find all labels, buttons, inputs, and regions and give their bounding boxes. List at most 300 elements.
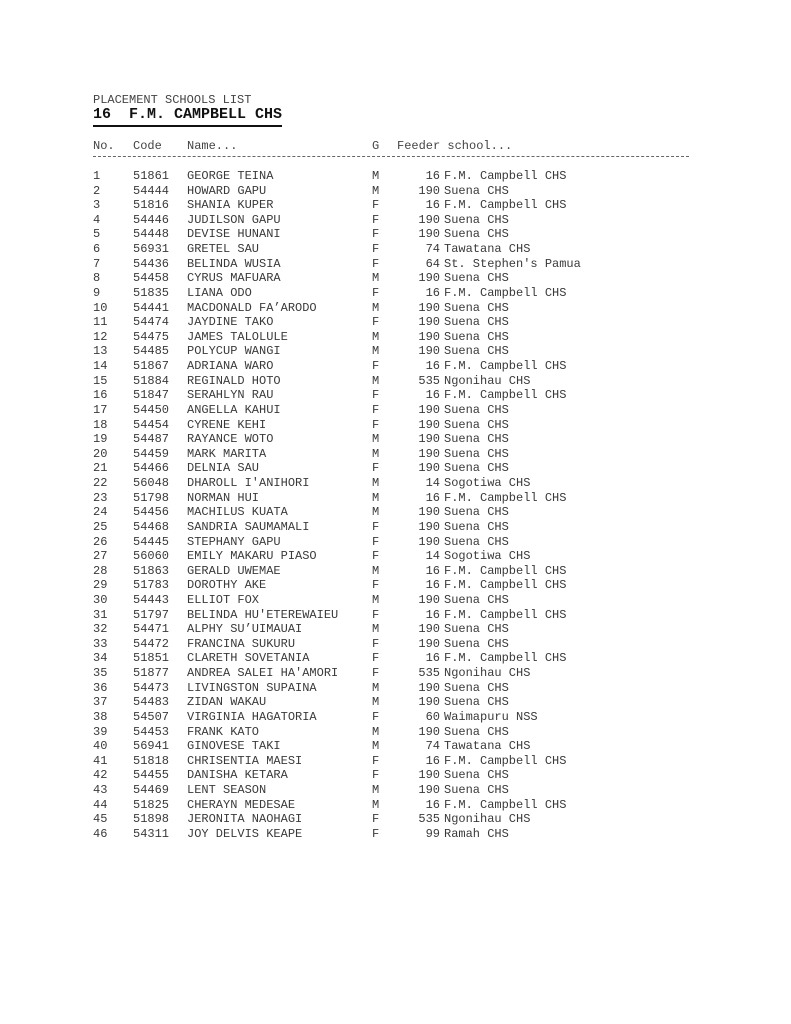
header-code: Code bbox=[133, 139, 162, 153]
row-code: 54441 bbox=[133, 300, 170, 315]
row-feeder-name: Suena CHS bbox=[444, 680, 509, 695]
row-gender: M bbox=[372, 783, 380, 798]
header-gender: G bbox=[372, 139, 380, 153]
row-no: 17 bbox=[93, 402, 108, 417]
row-code: 54443 bbox=[133, 592, 170, 607]
row-feeder-name: Tawatana CHS bbox=[444, 242, 531, 257]
row-code: 51798 bbox=[133, 490, 170, 505]
row-gender: M bbox=[372, 739, 380, 754]
row-gender: M bbox=[372, 476, 380, 491]
row-no: 2 bbox=[93, 183, 101, 198]
table-row bbox=[0, 535, 791, 550]
row-code: 54445 bbox=[133, 534, 170, 549]
table-row bbox=[0, 403, 791, 418]
row-feeder-code: 99 bbox=[425, 826, 440, 841]
row-name: JERONITA NAOHAGI bbox=[187, 812, 303, 827]
table-row bbox=[0, 491, 791, 506]
row-code: 54450 bbox=[133, 402, 170, 417]
table-row bbox=[0, 374, 791, 389]
table-row bbox=[0, 388, 791, 403]
row-feeder-code: 190 bbox=[418, 432, 440, 447]
table-row bbox=[0, 257, 791, 272]
table-row bbox=[0, 169, 791, 184]
table-row bbox=[0, 798, 791, 813]
row-name: EMILY MAKARU PIASO bbox=[187, 549, 317, 564]
row-code: 54475 bbox=[133, 329, 170, 344]
row-name: DELNIA SAU bbox=[187, 461, 260, 476]
row-gender: F bbox=[372, 315, 380, 330]
row-gender: F bbox=[372, 666, 380, 681]
table-row bbox=[0, 768, 791, 783]
row-code: 51851 bbox=[133, 651, 170, 666]
table-row bbox=[0, 315, 791, 330]
document-subtitle: PLACEMENT SCHOOLS LIST bbox=[93, 93, 252, 107]
row-feeder-code: 16 bbox=[425, 490, 440, 505]
row-no: 28 bbox=[93, 563, 108, 578]
row-code: 56060 bbox=[133, 549, 170, 564]
row-name: DHAROLL I'ANIHORI bbox=[187, 476, 310, 491]
table-row bbox=[0, 271, 791, 286]
row-feeder-code: 190 bbox=[418, 300, 440, 315]
row-gender: F bbox=[372, 212, 380, 227]
row-gender: F bbox=[372, 285, 380, 300]
row-feeder-code: 190 bbox=[418, 446, 440, 461]
row-name: RAYANCE WOTO bbox=[187, 432, 274, 447]
page-title: 16 F.M. CAMPBELL CHS bbox=[93, 106, 282, 127]
row-feeder-code: 16 bbox=[425, 285, 440, 300]
row-code: 54455 bbox=[133, 768, 170, 783]
row-code: 51847 bbox=[133, 388, 170, 403]
table-row bbox=[0, 593, 791, 608]
row-no: 1 bbox=[93, 169, 101, 183]
row-gender: M bbox=[372, 505, 380, 520]
row-no: 21 bbox=[93, 461, 108, 476]
row-feeder-name: Ngonihau CHS bbox=[444, 812, 531, 827]
row-code: 54456 bbox=[133, 505, 170, 520]
row-code: 54471 bbox=[133, 622, 170, 637]
table-row bbox=[0, 827, 791, 842]
row-feeder-name: Sogotiwa CHS bbox=[444, 549, 531, 564]
row-gender: M bbox=[372, 622, 380, 637]
row-code: 51898 bbox=[133, 812, 170, 827]
table-header bbox=[0, 139, 791, 154]
row-name: HOWARD GAPU bbox=[187, 183, 267, 198]
header-name: Name... bbox=[187, 139, 238, 153]
table-row bbox=[0, 227, 791, 242]
row-no: 43 bbox=[93, 783, 108, 798]
row-no: 20 bbox=[93, 446, 108, 461]
table-row bbox=[0, 754, 791, 769]
row-feeder-name: Suena CHS bbox=[444, 329, 509, 344]
row-gender: F bbox=[372, 417, 380, 432]
row-no: 36 bbox=[93, 680, 108, 695]
row-feeder-name: Suena CHS bbox=[444, 592, 509, 607]
table-row bbox=[0, 359, 791, 374]
row-code: 54459 bbox=[133, 446, 170, 461]
row-name: ADRIANA WARO bbox=[187, 359, 274, 374]
table-row bbox=[0, 666, 791, 681]
row-feeder-code: 16 bbox=[425, 169, 440, 183]
row-name: SANDRIA SAUMAMALI bbox=[187, 519, 310, 534]
row-feeder-code: 535 bbox=[418, 373, 440, 388]
row-feeder-name: Waimapuru NSS bbox=[444, 709, 538, 724]
row-feeder-name: F.M. Campbell CHS bbox=[444, 797, 567, 812]
row-name: REGINALD HOTO bbox=[187, 373, 281, 388]
row-feeder-code: 190 bbox=[418, 724, 440, 739]
row-code: 54473 bbox=[133, 680, 170, 695]
row-no: 4 bbox=[93, 212, 101, 227]
row-no: 9 bbox=[93, 285, 101, 300]
row-gender: F bbox=[372, 359, 380, 374]
row-code: 51884 bbox=[133, 373, 170, 388]
table-row bbox=[0, 447, 791, 462]
row-code: 54458 bbox=[133, 271, 170, 286]
table-row bbox=[0, 184, 791, 199]
row-feeder-code: 190 bbox=[418, 592, 440, 607]
row-feeder-name: Suena CHS bbox=[444, 271, 509, 286]
row-code: 54436 bbox=[133, 256, 170, 271]
row-gender: F bbox=[372, 549, 380, 564]
row-name: DANISHA KETARA bbox=[187, 768, 288, 783]
row-code: 54474 bbox=[133, 315, 170, 330]
row-feeder-name: Sogotiwa CHS bbox=[444, 476, 531, 491]
table-row bbox=[0, 330, 791, 345]
row-feeder-name: Suena CHS bbox=[444, 695, 509, 710]
row-feeder-code: 190 bbox=[418, 417, 440, 432]
row-no: 26 bbox=[93, 534, 108, 549]
table-row bbox=[0, 651, 791, 666]
row-name: JAYDINE TAKO bbox=[187, 315, 274, 330]
row-name: FRANK KATO bbox=[187, 724, 260, 739]
row-name: GEORGE TEINA bbox=[187, 169, 274, 183]
row-gender: F bbox=[372, 388, 380, 403]
row-feeder-name: F.M. Campbell CHS bbox=[444, 753, 567, 768]
row-feeder-name: F.M. Campbell CHS bbox=[444, 578, 567, 593]
row-feeder-code: 190 bbox=[418, 402, 440, 417]
row-gender: F bbox=[372, 242, 380, 257]
row-feeder-code: 74 bbox=[425, 242, 440, 257]
row-code: 54311 bbox=[133, 826, 170, 841]
row-gender: M bbox=[372, 695, 380, 710]
row-feeder-name: Suena CHS bbox=[444, 768, 509, 783]
table-row bbox=[0, 564, 791, 579]
row-feeder-code: 16 bbox=[425, 607, 440, 622]
row-feeder-name: Suena CHS bbox=[444, 636, 509, 651]
row-no: 14 bbox=[93, 359, 108, 374]
table-row bbox=[0, 198, 791, 213]
row-gender: M bbox=[372, 490, 380, 505]
row-no: 13 bbox=[93, 344, 108, 359]
row-feeder-code: 16 bbox=[425, 359, 440, 374]
table-row bbox=[0, 476, 791, 491]
row-feeder-name: Suena CHS bbox=[444, 461, 509, 476]
row-code: 51816 bbox=[133, 198, 170, 213]
row-name: POLYCUP WANGI bbox=[187, 344, 281, 359]
row-feeder-name: St. Stephen's Pamua bbox=[444, 256, 581, 271]
row-name: FRANCINA SUKURU bbox=[187, 636, 296, 651]
row-no: 35 bbox=[93, 666, 108, 681]
header-feeder: Feeder school... bbox=[397, 139, 513, 153]
row-feeder-name: F.M. Campbell CHS bbox=[444, 651, 567, 666]
row-feeder-code: 190 bbox=[418, 344, 440, 359]
table-row bbox=[0, 520, 791, 535]
row-feeder-code: 190 bbox=[418, 183, 440, 198]
row-no: 39 bbox=[93, 724, 108, 739]
table-row bbox=[0, 301, 791, 316]
row-code: 54487 bbox=[133, 432, 170, 447]
table-row bbox=[0, 418, 791, 433]
row-name: SERAHLYN RAU bbox=[187, 388, 274, 403]
row-name: ANGELLA KAHUI bbox=[187, 402, 281, 417]
row-feeder-code: 14 bbox=[425, 476, 440, 491]
row-feeder-code: 16 bbox=[425, 753, 440, 768]
row-name: CHERAYN MEDESAE bbox=[187, 797, 296, 812]
row-gender: F bbox=[372, 636, 380, 651]
row-feeder-name: Suena CHS bbox=[444, 227, 509, 242]
row-code: 51867 bbox=[133, 359, 170, 374]
row-no: 29 bbox=[93, 578, 108, 593]
row-no: 34 bbox=[93, 651, 108, 666]
row-no: 37 bbox=[93, 695, 108, 710]
row-no: 45 bbox=[93, 812, 108, 827]
table-row bbox=[0, 242, 791, 257]
row-code: 54444 bbox=[133, 183, 170, 198]
row-name: BELINDA HU'ETEREWAIEU bbox=[187, 607, 339, 622]
row-no: 40 bbox=[93, 739, 108, 754]
row-feeder-name: Suena CHS bbox=[444, 417, 509, 432]
row-feeder-name: Suena CHS bbox=[444, 622, 509, 637]
row-code: 51861 bbox=[133, 169, 170, 183]
row-code: 51825 bbox=[133, 797, 170, 812]
row-no: 25 bbox=[93, 519, 108, 534]
table-row bbox=[0, 710, 791, 725]
row-code: 51783 bbox=[133, 578, 170, 593]
row-code: 51835 bbox=[133, 285, 170, 300]
row-feeder-code: 190 bbox=[418, 534, 440, 549]
row-name: ALPHY SU’UIMAUAI bbox=[187, 622, 303, 637]
row-gender: F bbox=[372, 256, 380, 271]
row-feeder-code: 190 bbox=[418, 329, 440, 344]
row-no: 15 bbox=[93, 373, 108, 388]
row-no: 8 bbox=[93, 271, 101, 286]
row-gender: M bbox=[372, 373, 380, 388]
row-feeder-code: 190 bbox=[418, 768, 440, 783]
row-name: DEVISE HUNANI bbox=[187, 227, 281, 242]
row-code: 54466 bbox=[133, 461, 170, 476]
row-name: SHANIA KUPER bbox=[187, 198, 274, 213]
row-code: 56941 bbox=[133, 739, 170, 754]
row-feeder-code: 190 bbox=[418, 315, 440, 330]
row-no: 5 bbox=[93, 227, 101, 242]
table-row bbox=[0, 608, 791, 623]
table-row bbox=[0, 695, 791, 710]
row-gender: M bbox=[372, 300, 380, 315]
row-no: 19 bbox=[93, 432, 108, 447]
row-feeder-name: Suena CHS bbox=[444, 724, 509, 739]
row-no: 22 bbox=[93, 476, 108, 491]
row-feeder-code: 16 bbox=[425, 578, 440, 593]
row-code: 51863 bbox=[133, 563, 170, 578]
table-row bbox=[0, 432, 791, 447]
row-feeder-name: F.M. Campbell CHS bbox=[444, 388, 567, 403]
row-code: 54454 bbox=[133, 417, 170, 432]
row-feeder-name: Suena CHS bbox=[444, 212, 509, 227]
row-gender: F bbox=[372, 607, 380, 622]
table-row bbox=[0, 505, 791, 520]
row-no: 11 bbox=[93, 315, 108, 330]
header-no: No. bbox=[93, 139, 115, 153]
row-gender: F bbox=[372, 578, 380, 593]
row-name: VIRGINIA HAGATORIA bbox=[187, 709, 317, 724]
row-feeder-name: F.M. Campbell CHS bbox=[444, 285, 567, 300]
table-row bbox=[0, 812, 791, 827]
row-gender: M bbox=[372, 680, 380, 695]
row-gender: F bbox=[372, 768, 380, 783]
table-row bbox=[0, 622, 791, 637]
row-feeder-name: F.M. Campbell CHS bbox=[444, 563, 567, 578]
row-feeder-code: 190 bbox=[418, 636, 440, 651]
row-name: ANDREA SALEI HA'AMORI bbox=[187, 666, 339, 681]
row-code: 54469 bbox=[133, 783, 170, 798]
row-gender: M bbox=[372, 592, 380, 607]
row-no: 16 bbox=[93, 388, 108, 403]
row-gender: F bbox=[372, 227, 380, 242]
row-no: 46 bbox=[93, 826, 108, 841]
row-name: GRETEL SAU bbox=[187, 242, 260, 257]
table-row bbox=[0, 783, 791, 798]
row-gender: F bbox=[372, 461, 380, 476]
row-gender: M bbox=[372, 271, 380, 286]
row-no: 41 bbox=[93, 753, 108, 768]
row-no: 12 bbox=[93, 329, 108, 344]
row-gender: M bbox=[372, 169, 380, 183]
row-name: GINOVESE TAKI bbox=[187, 739, 281, 754]
row-feeder-name: Suena CHS bbox=[444, 344, 509, 359]
row-name: MARK MARITA bbox=[187, 446, 267, 461]
row-no: 6 bbox=[93, 242, 101, 257]
table-row bbox=[0, 739, 791, 754]
row-code: 54507 bbox=[133, 709, 170, 724]
row-no: 33 bbox=[93, 636, 108, 651]
row-code: 54448 bbox=[133, 227, 170, 242]
row-name: CLARETH SOVETANIA bbox=[187, 651, 310, 666]
row-feeder-code: 190 bbox=[418, 783, 440, 798]
row-no: 30 bbox=[93, 592, 108, 607]
row-gender: F bbox=[372, 534, 380, 549]
row-feeder-code: 190 bbox=[418, 212, 440, 227]
row-no: 32 bbox=[93, 622, 108, 637]
row-name: MACHILUS KUATA bbox=[187, 505, 288, 520]
row-feeder-name: Suena CHS bbox=[444, 446, 509, 461]
row-gender: F bbox=[372, 651, 380, 666]
row-code: 54453 bbox=[133, 724, 170, 739]
row-feeder-code: 190 bbox=[418, 519, 440, 534]
row-no: 38 bbox=[93, 709, 108, 724]
row-code: 54446 bbox=[133, 212, 170, 227]
row-feeder-name: Ngonihau CHS bbox=[444, 666, 531, 681]
row-gender: M bbox=[372, 432, 380, 447]
row-name: CHRISENTIA MAESI bbox=[187, 753, 303, 768]
row-feeder-code: 64 bbox=[425, 256, 440, 271]
row-gender: M bbox=[372, 344, 380, 359]
row-code: 56048 bbox=[133, 476, 170, 491]
table-row bbox=[0, 637, 791, 652]
row-feeder-code: 16 bbox=[425, 198, 440, 213]
row-feeder-name: Suena CHS bbox=[444, 183, 509, 198]
row-feeder-code: 16 bbox=[425, 651, 440, 666]
row-name: MACDONALD FA’ARODO bbox=[187, 300, 317, 315]
row-gender: M bbox=[372, 183, 380, 198]
row-feeder-name: Suena CHS bbox=[444, 402, 509, 417]
table-row bbox=[0, 578, 791, 593]
row-no: 27 bbox=[93, 549, 108, 564]
row-gender: M bbox=[372, 797, 380, 812]
row-feeder-name: Tawatana CHS bbox=[444, 739, 531, 754]
row-name: CYRENE KEHI bbox=[187, 417, 267, 432]
row-feeder-code: 60 bbox=[425, 709, 440, 724]
row-name: ELLIOT FOX bbox=[187, 592, 260, 607]
row-feeder-code: 16 bbox=[425, 388, 440, 403]
row-feeder-code: 74 bbox=[425, 739, 440, 754]
row-code: 54472 bbox=[133, 636, 170, 651]
row-feeder-name: Suena CHS bbox=[444, 534, 509, 549]
row-feeder-code: 535 bbox=[418, 812, 440, 827]
row-feeder-code: 190 bbox=[418, 227, 440, 242]
row-gender: M bbox=[372, 446, 380, 461]
row-gender: M bbox=[372, 329, 380, 344]
table-row bbox=[0, 213, 791, 228]
row-feeder-name: Suena CHS bbox=[444, 300, 509, 315]
row-feeder-name: Ngonihau CHS bbox=[444, 373, 531, 388]
row-gender: M bbox=[372, 724, 380, 739]
table-row bbox=[0, 725, 791, 740]
row-feeder-code: 190 bbox=[418, 461, 440, 476]
row-no: 10 bbox=[93, 300, 108, 315]
row-code: 51818 bbox=[133, 753, 170, 768]
row-feeder-name: Ramah CHS bbox=[444, 826, 509, 841]
row-no: 23 bbox=[93, 490, 108, 505]
row-name: CYRUS MAFUARA bbox=[187, 271, 281, 286]
row-feeder-name: F.M. Campbell CHS bbox=[444, 359, 567, 374]
row-name: JUDILSON GAPU bbox=[187, 212, 281, 227]
row-feeder-name: Suena CHS bbox=[444, 783, 509, 798]
row-code: 54483 bbox=[133, 695, 170, 710]
row-code: 51877 bbox=[133, 666, 170, 681]
row-gender: F bbox=[372, 709, 380, 724]
row-gender: F bbox=[372, 402, 380, 417]
row-feeder-code: 190 bbox=[418, 680, 440, 695]
row-code: 56931 bbox=[133, 242, 170, 257]
table-row bbox=[0, 461, 791, 476]
row-feeder-name: Suena CHS bbox=[444, 315, 509, 330]
table-row bbox=[0, 549, 791, 564]
row-name: STEPHANY GAPU bbox=[187, 534, 281, 549]
row-feeder-code: 16 bbox=[425, 563, 440, 578]
row-feeder-code: 190 bbox=[418, 622, 440, 637]
row-gender: F bbox=[372, 753, 380, 768]
header-divider bbox=[93, 156, 689, 157]
row-no: 7 bbox=[93, 256, 101, 271]
row-no: 44 bbox=[93, 797, 108, 812]
row-feeder-code: 16 bbox=[425, 797, 440, 812]
row-no: 42 bbox=[93, 768, 108, 783]
row-name: JAMES TALOLULE bbox=[187, 329, 288, 344]
row-feeder-code: 535 bbox=[418, 666, 440, 681]
row-feeder-name: Suena CHS bbox=[444, 519, 509, 534]
row-feeder-code: 190 bbox=[418, 271, 440, 286]
row-gender: M bbox=[372, 563, 380, 578]
row-name: LIANA ODO bbox=[187, 285, 252, 300]
